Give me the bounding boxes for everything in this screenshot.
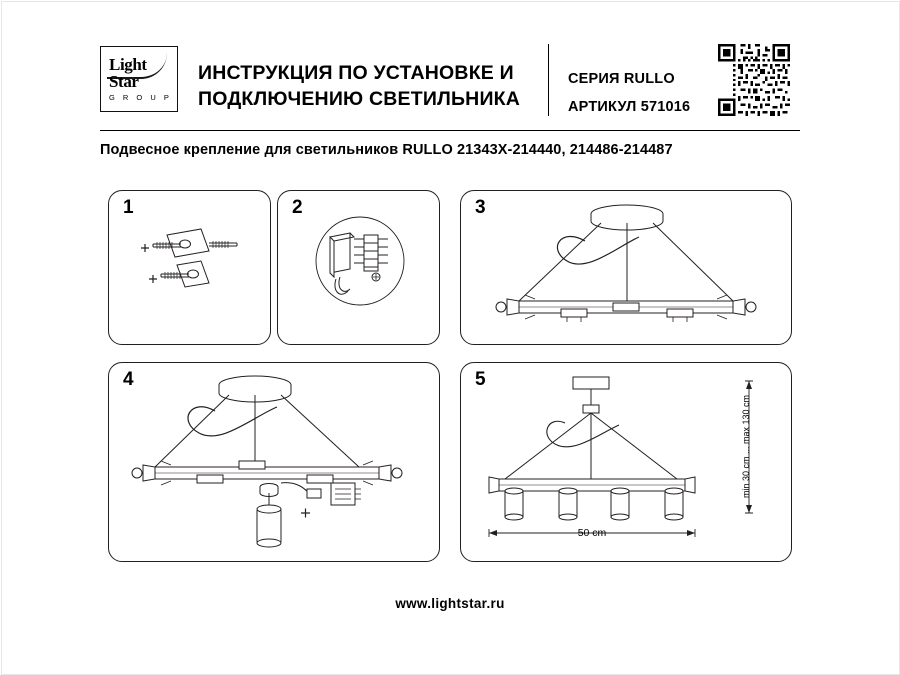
- step-number-5: 5: [475, 369, 486, 390]
- header: [100, 44, 800, 116]
- step-number-3: 3: [475, 197, 486, 218]
- logo-line-1: Light: [109, 55, 147, 75]
- page-title: [198, 60, 520, 113]
- lightstar-logo: [100, 46, 178, 112]
- height-dimension-label: min 30 cm ... max 130 cm: [741, 394, 751, 498]
- logo-line-2: Star: [109, 72, 139, 92]
- header-divider: [548, 44, 549, 116]
- series-label: СЕРИЯ RULLO: [568, 71, 675, 87]
- width-dimension-label: 50 cm: [577, 527, 607, 539]
- step-number-1: 1: [123, 197, 134, 218]
- panel-step-4: [108, 362, 440, 562]
- panel-step-1: [108, 190, 271, 345]
- logo-line-3: G R O U P: [109, 93, 172, 103]
- header-rule: [100, 130, 800, 131]
- diagram-suspension-assembly: [461, 191, 793, 346]
- product-info: [568, 66, 690, 121]
- article-label: АРТИКУЛ 571016: [568, 98, 691, 115]
- qr-code-icon: [718, 44, 790, 116]
- subtitle: Подвесное крепление для светильников RULLO 21343Х-214440, 214486-214487: [100, 142, 673, 158]
- panel-step-2: [277, 190, 440, 345]
- step-number-4: 4: [123, 369, 134, 390]
- panel-step-5: [460, 362, 792, 562]
- diagram-mounting-bracket: [109, 191, 272, 346]
- step-number-2: 2: [292, 197, 303, 218]
- page-title-line-2: ПОДКЛЮЧЕНИЮ СВЕТИЛЬНИКА: [198, 88, 521, 111]
- diagram-wiring-connection: [278, 191, 441, 346]
- page-title-line-1: ИНСТРУКЦИЯ ПО УСТАНОВКЕ И: [198, 62, 514, 84]
- footer-website[interactable]: www.lightstar.ru: [395, 596, 505, 611]
- diagram-lamp-module-install: [109, 363, 441, 563]
- panel-step-3: [460, 190, 792, 345]
